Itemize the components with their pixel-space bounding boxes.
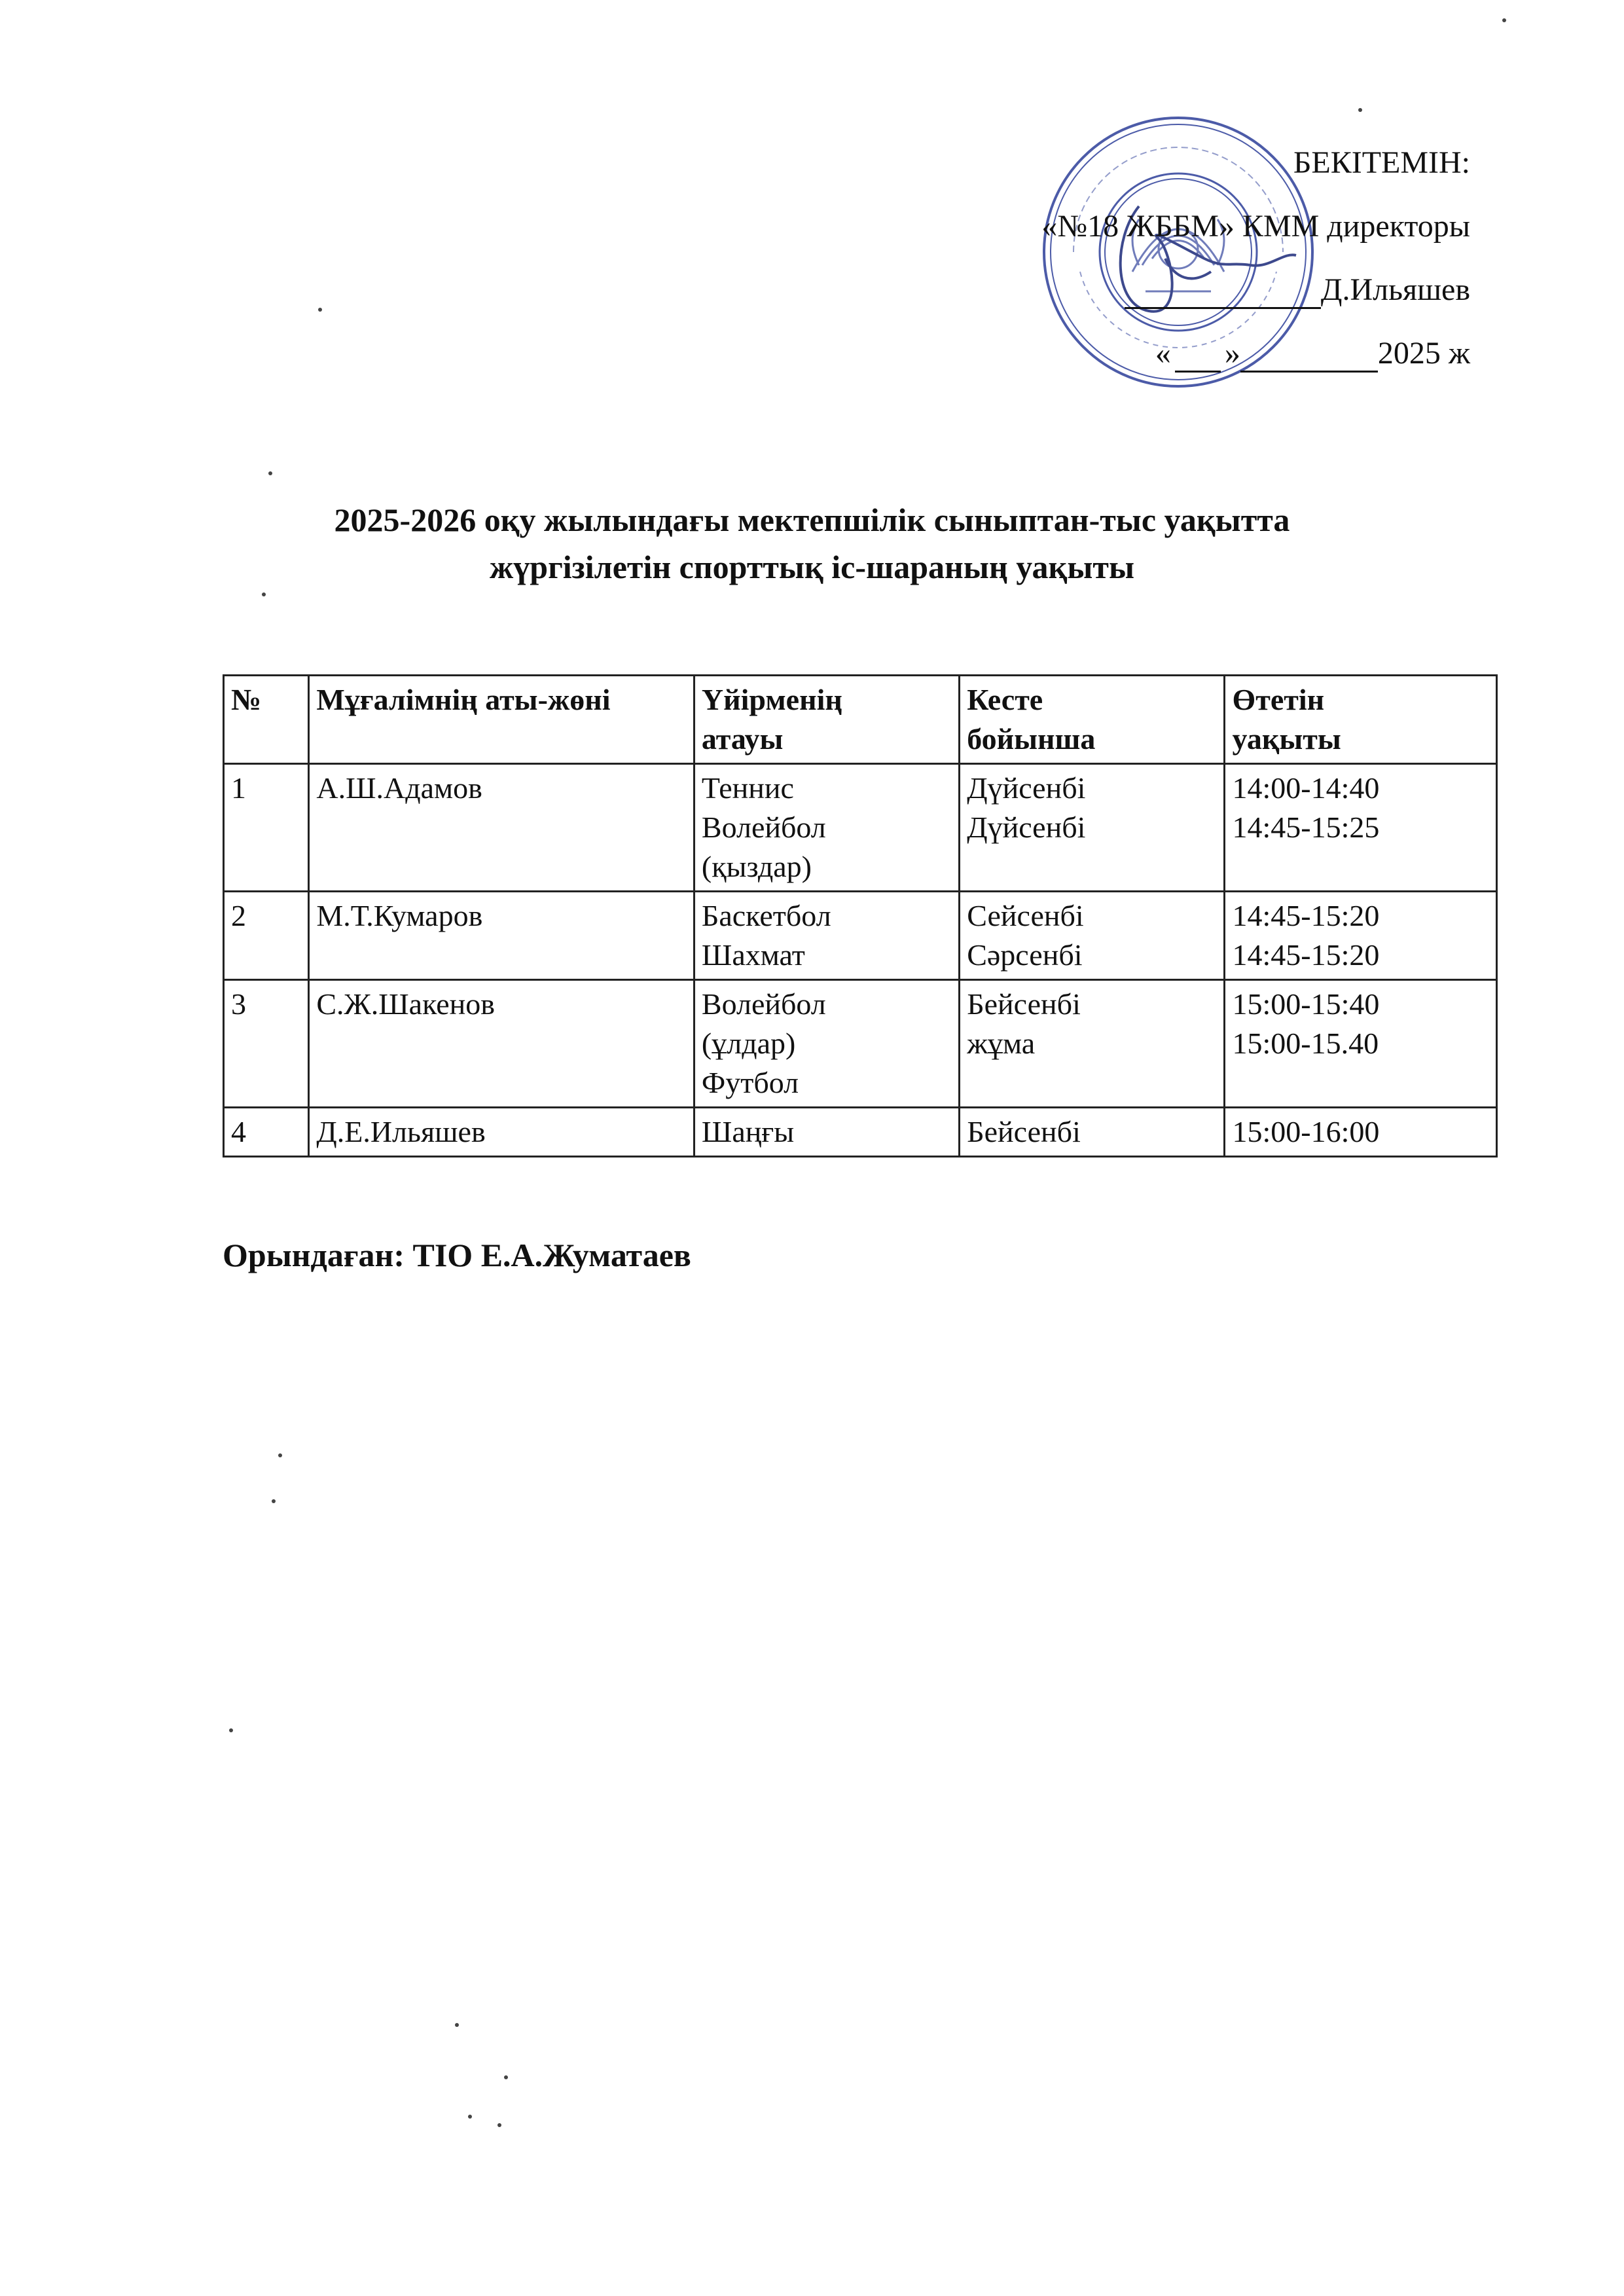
cell-club (694, 980, 959, 1108)
club-name: Шаңғы (701, 1115, 795, 1148)
day-name: Бейсенбі (967, 987, 1081, 1021)
header-club-line-1: Үйірменің (701, 683, 842, 716)
approval-date-line (881, 338, 1470, 401)
scan-speck (278, 1453, 282, 1457)
club-name: Шахмат (701, 938, 805, 972)
date-close-quote: » (1224, 336, 1240, 371)
table-header-row (224, 676, 1497, 764)
approval-signature-line (881, 274, 1470, 338)
scan-speck (262, 592, 266, 596)
day-name: Сәрсенбі (967, 938, 1083, 972)
date-day-blank (1175, 338, 1221, 373)
cell-teacher: С.Ж.Шакенов (309, 980, 695, 1108)
cell-teacher: Д.Е.Ильяшев (309, 1108, 695, 1157)
scan-speck (468, 2115, 472, 2119)
director-name: Д.Ильяшев (1320, 272, 1470, 307)
table-row (224, 764, 1497, 892)
director-position: «№18 ЖББМ» КММ директоры (1041, 209, 1470, 244)
scan-speck (272, 1499, 276, 1503)
cell-day (960, 764, 1225, 892)
performed-by: Орындаған: ТІО Е.А.Жуматаев (223, 1237, 691, 1273)
approval-heading-text: БЕКІТЕМІН: (1293, 145, 1470, 180)
cell-teacher: А.Ш.Адамов (309, 764, 695, 892)
day-name: Бейсенбі (967, 1115, 1081, 1148)
club-name: (ұлдар) (701, 1027, 796, 1060)
header-time (1225, 676, 1497, 764)
header-club-line-2: атауы (701, 722, 784, 756)
day-name: жұма (967, 1027, 1036, 1060)
header-time-line-2: уақыты (1232, 722, 1341, 756)
scan-speck (504, 2075, 508, 2079)
date-open-quote: « (1155, 336, 1171, 371)
club-name: Баскетбол (701, 899, 831, 932)
header-num: № (224, 676, 309, 764)
header-teacher: Мұғалімнің аты-жөні (309, 676, 695, 764)
day-name: Сейсенбі (967, 899, 1084, 932)
cell-club (694, 892, 959, 980)
header-time-line-1: Өтетін (1232, 683, 1325, 716)
date-year: 2025 ж (1377, 336, 1470, 371)
approval-heading (881, 147, 1470, 211)
title-line-1: 2025-2026 оқу жылындағы мектепшілік сыныптан-тыс уақытта (334, 501, 1290, 538)
cell-num: 4 (224, 1108, 309, 1157)
scan-speck (229, 1728, 233, 1732)
scan-speck (1358, 108, 1362, 112)
club-name: Волейбол (701, 811, 826, 844)
cell-teacher: М.Т.Кумаров (309, 892, 695, 980)
table-row (224, 892, 1497, 980)
club-name: Волейбол (701, 987, 826, 1021)
day-name: Дүйсенбі (967, 811, 1086, 844)
header-schedule (960, 676, 1225, 764)
cell-day (960, 892, 1225, 980)
approval-position (881, 211, 1470, 274)
day-name: Дүйсенбі (967, 771, 1086, 805)
cell-club (694, 764, 959, 892)
scan-speck (268, 471, 272, 475)
header-schedule-line-1: Кесте (967, 683, 1043, 716)
table-row (224, 1108, 1497, 1157)
cell-club (694, 1108, 959, 1157)
cell-num: 3 (224, 980, 309, 1108)
time-range: 14:45-15:20 (1232, 899, 1380, 932)
time-range: 15:00-15:40 (1232, 987, 1380, 1021)
cell-num: 2 (224, 892, 309, 980)
header-schedule-line-2: бойынша (967, 722, 1096, 756)
time-range: 14:45-15:25 (1232, 811, 1380, 844)
document-title (0, 496, 1624, 591)
signature-underline (1125, 274, 1321, 309)
scan-speck (455, 2023, 459, 2027)
club-name: Футбол (701, 1066, 799, 1099)
club-name: Теннис (701, 771, 794, 805)
scan-speck (1502, 18, 1506, 22)
table-row (224, 980, 1497, 1108)
header-club (694, 676, 959, 764)
club-name: (қыздар) (701, 850, 812, 883)
approval-block (881, 147, 1470, 401)
cell-time (1225, 980, 1497, 1108)
cell-time (1225, 764, 1497, 892)
cell-time (1225, 1108, 1497, 1157)
cell-day (960, 1108, 1225, 1157)
schedule-table (223, 674, 1498, 1157)
time-range: 14:00-14:40 (1232, 771, 1380, 805)
date-month-blank (1240, 338, 1378, 373)
time-range: 14:45-15:20 (1232, 938, 1380, 972)
time-range: 15:00-15.40 (1232, 1027, 1379, 1060)
cell-day (960, 980, 1225, 1108)
time-range: 15:00-16:00 (1232, 1115, 1380, 1148)
cell-time (1225, 892, 1497, 980)
cell-num: 1 (224, 764, 309, 892)
scan-speck (318, 308, 322, 312)
title-line-2: жүргізілетін спорттық іс-шараның уақыты (490, 549, 1134, 585)
scan-speck (497, 2123, 501, 2127)
